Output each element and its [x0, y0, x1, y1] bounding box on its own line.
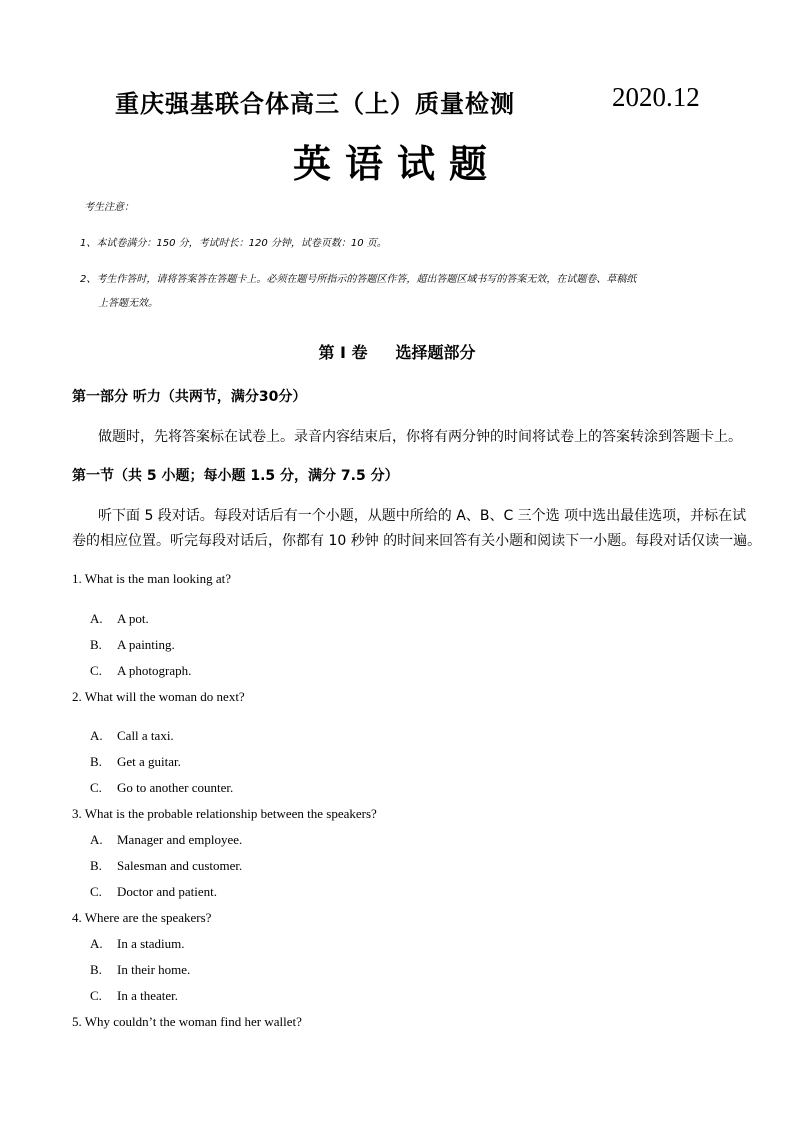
- option-letter: B.: [90, 962, 102, 977]
- question-stem: 2. What will the woman do next?: [72, 689, 245, 704]
- option-letter: B.: [90, 858, 102, 873]
- option-text: Get a guitar.: [117, 754, 181, 769]
- answer-option: [90, 988, 178, 1004]
- section1-instruction: 听下面 5 段对话。每段对话后有一个小题，从题中所给的 A、B、C 三个选 项中选出最佳选项，并标在试: [98, 508, 747, 524]
- question-stem: 3. What is the probable relationship between the speakers?: [72, 806, 377, 821]
- option-text: A photograph.: [117, 663, 192, 678]
- option-text: Doctor and patient.: [117, 884, 217, 899]
- subject-title: 英语试题: [292, 142, 501, 186]
- option-text: A pot.: [117, 611, 149, 626]
- part1-instruction: 做题时，先将答案标在试卷上。录音内容结束后，你将有两分钟的时间将试卷上的答案转涂到答题卡上。: [98, 429, 742, 445]
- option-letter: B.: [90, 754, 102, 769]
- option-text: Salesman and customer.: [117, 858, 243, 873]
- option-letter: A.: [90, 936, 103, 951]
- option-letter: A.: [90, 832, 103, 847]
- option-text: Call a taxi.: [117, 728, 174, 743]
- volume-label: 第 I 卷: [318, 343, 368, 362]
- answer-option: [90, 637, 175, 653]
- option-letter: A.: [90, 728, 103, 743]
- volume-heading: [0, 340, 794, 363]
- question-stem: 4. Where are the speakers?: [72, 910, 212, 925]
- notice-item-1: 1、本试卷满分：150 分，考试时长：120 分钟，试卷页数：10 页。: [80, 238, 387, 249]
- notice-heading: 考生注意：: [84, 202, 134, 213]
- section1-instruction-continued: 卷的相应位置。听完每段对话后，你都有 10 秒钟 的时间来回答有关小题和阅读下一小题。每段对话仅读一遍。: [72, 533, 762, 549]
- option-letter: A.: [90, 611, 103, 626]
- answer-option: [90, 611, 149, 627]
- option-letter: C.: [90, 780, 102, 795]
- answer-option: [90, 962, 190, 978]
- part1-heading: 第一部分 听力（共两节，满分30分）: [72, 389, 307, 405]
- answer-option: [90, 754, 181, 770]
- notice-item-2-continued: 上答题无效。: [98, 298, 158, 309]
- volume-name: 选择题部分: [395, 343, 476, 362]
- option-letter: B.: [90, 637, 102, 652]
- answer-option: [90, 936, 185, 952]
- question-stem: 1. What is the man looking at?: [72, 571, 231, 586]
- option-text: A painting.: [117, 637, 175, 652]
- exam-date: 2020.12: [612, 82, 700, 112]
- option-text: In a theater.: [117, 988, 178, 1003]
- option-text: In a stadium.: [117, 936, 185, 951]
- answer-option: [90, 858, 242, 874]
- answer-option: [90, 884, 217, 900]
- answer-option: [90, 780, 233, 796]
- answer-option: [90, 663, 191, 679]
- answer-option: [90, 832, 242, 848]
- option-letter: C.: [90, 884, 102, 899]
- option-text: Go to another counter.: [117, 780, 234, 795]
- option-text: In their home.: [117, 962, 191, 977]
- notice-item-2: 2、考生作答时，请将答案答在答题卡上。必须在题号所指示的答题区作答，超出答题区域书写的答案无效，在试题卷、草稿纸: [80, 274, 637, 285]
- question-stem: 5. Why couldn’t the woman find her wallet?: [72, 1014, 302, 1029]
- answer-option: [90, 728, 174, 744]
- option-text: Manager and employee.: [117, 832, 243, 847]
- exam-title: 重庆强基联合体高三（上）质量检测: [115, 90, 515, 118]
- option-letter: C.: [90, 663, 102, 678]
- section1-heading: 第一节（共 5 小题；每小题 1.5 分，满分 7.5 分）: [72, 468, 399, 484]
- option-letter: C.: [90, 988, 102, 1003]
